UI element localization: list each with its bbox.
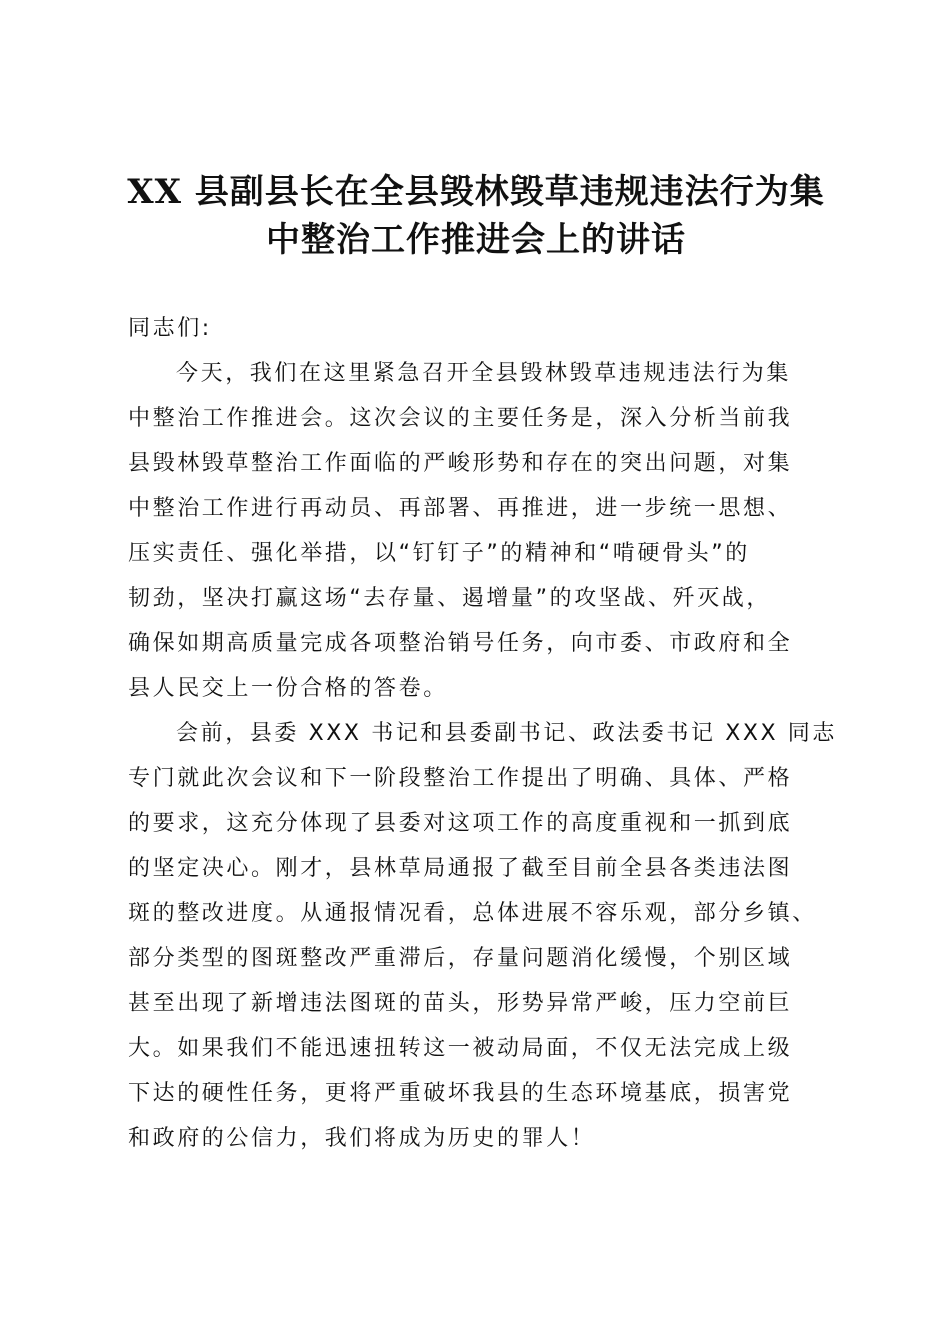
text-line: 大。如果我们不能迅速扭转这一被动局面，不仅无法完成上级	[128, 1036, 793, 1061]
text-line: 部分类型的图斑整改严重滞后，存量问题消化缓慢，个别区域	[128, 946, 793, 971]
paragraph-2	[128, 711, 838, 1161]
text-line: 斑的整改进度。从通报情况看，总体进展不容乐观，部分乡镇、	[128, 901, 817, 926]
text-line: 的坚定决心。刚才，县林草局通报了截至目前全县各类违法图	[128, 856, 793, 881]
document-body	[128, 306, 838, 1161]
document-title	[120, 168, 832, 264]
text-line: 中整治工作推进会。这次会议的主要任务是，深入分析当前我	[128, 406, 793, 431]
text-line: 和政府的公信力，我们将成为历史的罪人！	[128, 1126, 596, 1151]
text-line: 县人民交上一份合格的答卷。	[128, 676, 448, 701]
text-line: 下达的硬性任务，更将严重破坏我县的生态环境基底，损害党	[128, 1081, 793, 1106]
paragraph-1	[128, 351, 832, 711]
text-line: 甚至出现了新增违法图斑的苗头，形势异常严峻，压力空前巨	[128, 991, 793, 1016]
text-line: 韧劲，坚决打赢这场“去存量、遏增量”的攻坚战、歼灭战，	[128, 586, 771, 611]
text-line: 压实责任、强化举措，以“钉钉子”的精神和“啃硬骨头”的	[128, 541, 750, 566]
text-line: 确保如期高质量完成各项整治销号任务，向市委、市政府和全	[128, 631, 793, 656]
text-line: 中整治工作进行再动员、再部署、再推进，进一步统一思想、	[128, 496, 793, 521]
title-line-1: XX 县副县长在全县毁林毁草违规违法行为集	[127, 172, 825, 212]
text-line: 会前，县委 XXX 书记和县委副书记、政法委书记 XXX 同志	[176, 721, 838, 746]
text-line: 今天，我们在这里紧急召开全县毁林毁草违规违法行为集	[176, 361, 792, 386]
title-line-2: 中整治工作推进会上的讲话	[266, 220, 686, 260]
salutation: 同志们:	[128, 316, 212, 341]
text-line: 专门就此次会议和下一阶段整治工作提出了明确、具体、严格	[128, 766, 793, 791]
text-line: 的要求，这充分体现了县委对这项工作的高度重视和一抓到底	[128, 811, 793, 836]
text-line: 县毁林毁草整治工作面临的严峻形势和存在的突出问题，对集	[128, 451, 793, 476]
